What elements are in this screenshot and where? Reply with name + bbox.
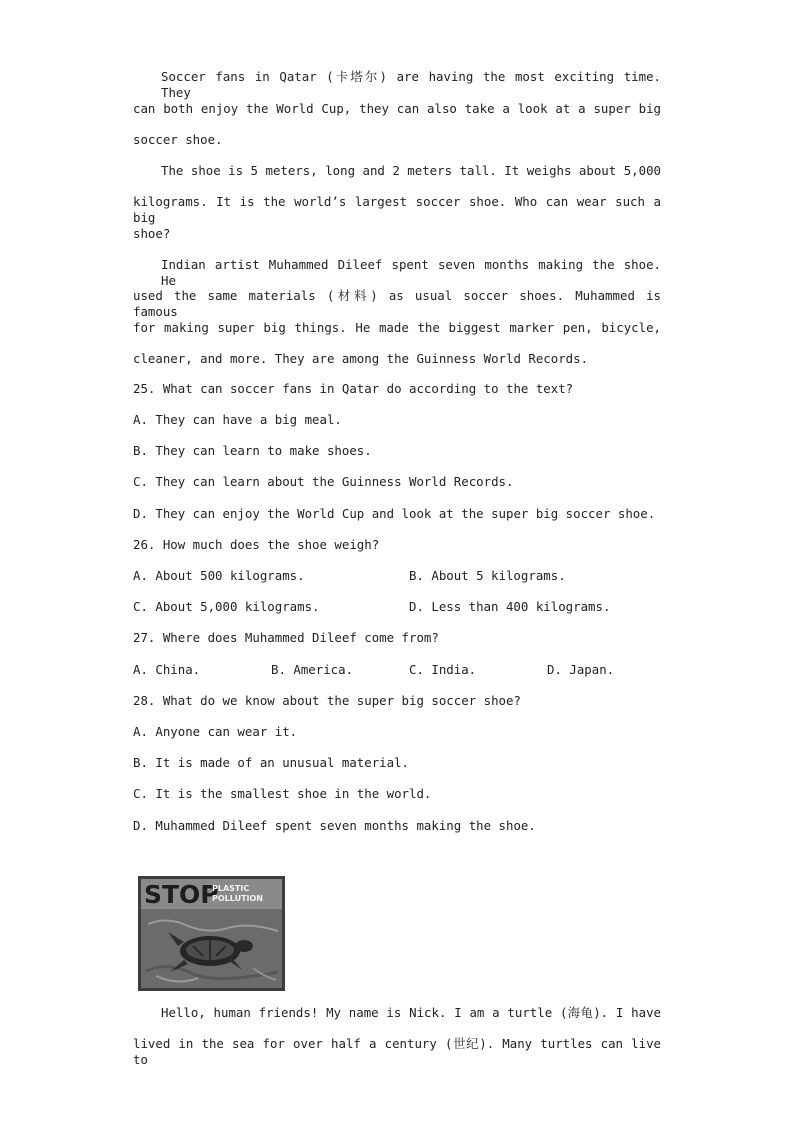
option-b: B. They can learn to make shoes. bbox=[133, 443, 372, 458]
poster-line1: PLASTIC bbox=[212, 884, 250, 893]
poster-line2: POLLUTION bbox=[212, 894, 263, 903]
passage-line: lived in the sea for over half a century (世纪). Many turtles can live to bbox=[133, 1036, 661, 1067]
passage-line: soccer shoe. bbox=[133, 132, 223, 147]
poster-headline: STOP bbox=[144, 880, 219, 909]
question-stem: 25. What can soccer fans in Qatar do according to the text? bbox=[133, 381, 574, 396]
passage-line: cleaner, and more. They are among the Guinness World Records. bbox=[133, 351, 589, 366]
question-stem: 27. Where does Muhammed Dileef come from? bbox=[133, 630, 439, 645]
option-b: B. It is made of an unusual material. bbox=[133, 755, 410, 770]
option-a: A. About 500 kilograms. bbox=[133, 568, 305, 583]
passage-line: The shoe is 5 meters, long and 2 meters tall. It weighs about 5,000 bbox=[161, 163, 661, 178]
passage-line: Hello, human friends! My name is Nick. I am a turtle (海龟). I have bbox=[161, 1005, 661, 1020]
stop-plastic-pollution-poster bbox=[138, 876, 285, 991]
option-c: C. India. bbox=[409, 662, 477, 677]
passage-line: kilograms. It is the world’s largest soccer shoe. Who can wear such a big bbox=[133, 194, 661, 225]
passage-line: shoe? bbox=[133, 226, 171, 241]
option-b: B. About 5 kilograms. bbox=[409, 568, 566, 583]
question-stem: 26. How much does the shoe weigh? bbox=[133, 537, 380, 552]
passage-line: for making super big things. He made the biggest marker pen, bicycle, bbox=[133, 320, 661, 335]
passage-line: Indian artist Muhammed Dileef spent seven months making the shoe. He bbox=[161, 257, 661, 288]
passage-line: can both enjoy the World Cup, they can also take a look at a super big bbox=[133, 101, 661, 116]
passage-line: used the same materials (材料) as usual soccer shoes. Muhammed is famous bbox=[133, 288, 661, 319]
option-a: A. China. bbox=[133, 662, 201, 677]
passage-line: Soccer fans in Qatar (卡塔尔) are having the most exciting time. They bbox=[161, 69, 661, 100]
option-a: A. They can have a big meal. bbox=[133, 412, 342, 427]
option-d: D. Muhammed Dileef spent seven months making the shoe. bbox=[133, 818, 536, 833]
option-c: C. About 5,000 kilograms. bbox=[133, 599, 320, 614]
question-stem: 28. What do we know about the super big soccer shoe? bbox=[133, 693, 521, 708]
option-d: D. Less than 400 kilograms. bbox=[409, 599, 611, 614]
option-d: D. They can enjoy the World Cup and look at the super big soccer shoe. bbox=[133, 506, 656, 521]
poster-graphic bbox=[138, 876, 285, 991]
option-c: C. They can learn about the Guinness World Records. bbox=[133, 474, 514, 489]
option-b: B. America. bbox=[271, 662, 354, 677]
option-d: D. Japan. bbox=[547, 662, 615, 677]
option-a: A. Anyone can wear it. bbox=[133, 724, 298, 739]
option-c: C. It is the smallest shoe in the world. bbox=[133, 786, 432, 801]
